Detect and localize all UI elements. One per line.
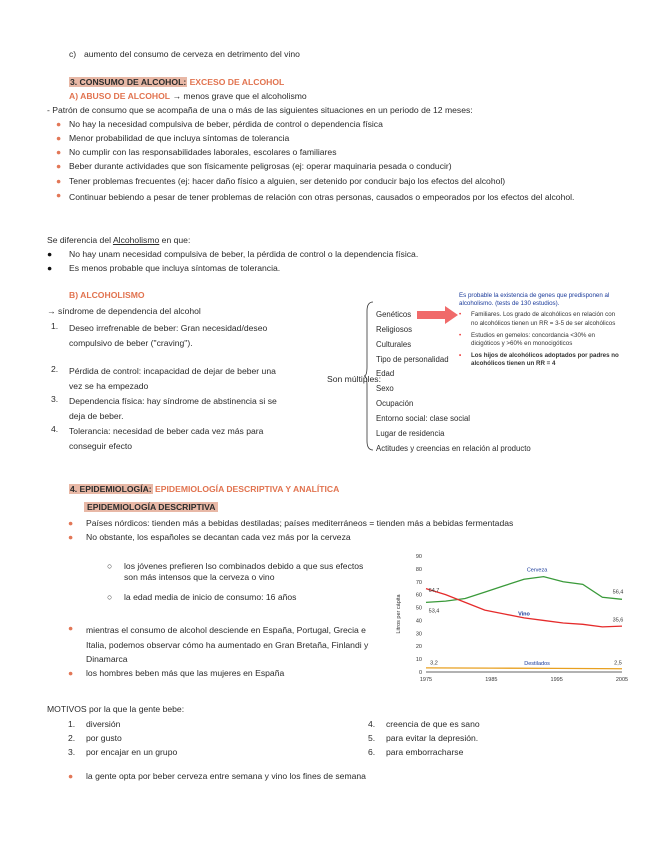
epi-sub-item-2: la edad media de inicio de consumo: 16 años <box>124 592 297 602</box>
bullet-dot: ● <box>68 771 74 781</box>
criteria-text: Dependencia física: hay síndrome de abstinencia si se deja de beber. <box>69 396 277 421</box>
genetics-note-item <box>459 311 619 327</box>
cause-item: Culturales <box>376 340 412 349</box>
y-tick-label: 20 <box>415 644 422 651</box>
motivos-title: MOTIVOS por la que la gente bebe: <box>47 704 185 714</box>
genetics-note-item <box>459 332 619 348</box>
motivo-text: creencia de que es sano <box>386 719 480 729</box>
data-label: 53,4 <box>428 608 440 615</box>
section3-title-highlight: 3. CONSUMO DE ALCOHOL: <box>70 77 187 87</box>
criteria-number: 1. <box>51 321 59 331</box>
criteria-number: 2. <box>51 364 59 374</box>
difference-bullet-item: Es menos probable que incluya síntomas de tolerancia. <box>69 263 281 273</box>
epi-sub-item-1: los jóvenes prefieren lso combinados debido a que sus efectos son más intensos que la cerveza o vino <box>124 561 364 582</box>
cause-item: Edad <box>376 369 395 378</box>
bullet-dot: ● <box>56 161 62 171</box>
y-tick-label: 10 <box>415 657 422 664</box>
subsection-a-title <box>69 91 307 102</box>
y-tick-label: 90 <box>415 554 422 560</box>
motivo-number: 4. <box>368 719 376 729</box>
bullet-dot: ● <box>68 518 74 528</box>
data-label: 3,2 <box>430 660 438 667</box>
motivo-number: 5. <box>368 733 376 743</box>
series-name-label: Vino <box>518 611 530 618</box>
difference-pre: Se diferencia del <box>47 235 113 245</box>
bullet-dot: • <box>459 331 462 339</box>
series-name-label: Destilados <box>524 660 550 667</box>
sub-bullet-circle: ○ <box>107 592 113 602</box>
causes-brace <box>364 301 374 451</box>
subsection-a-heading: A) ABUSO DE ALCOHOL <box>69 91 171 101</box>
criteria-number: 3. <box>51 394 59 404</box>
y-axis-label: Litros per cápita <box>396 594 402 634</box>
y-tick-label: 60 <box>415 592 422 599</box>
subsection-b-definition: → síndrome de dependencia del alcohol <box>47 306 201 316</box>
cause-item: Entorno social: clase social <box>376 414 471 423</box>
bullet-dot: ● <box>56 119 62 129</box>
top-label: c) <box>69 49 77 59</box>
motivos-last: la gente opta por beber cerveza entre semana y vino los fines de semana <box>86 771 366 781</box>
section3-title <box>69 77 284 88</box>
subsection-a-tail: → menos grave que el alcoholismo <box>172 91 307 101</box>
motivo-number: 2. <box>68 733 76 743</box>
bullet-dot: ● <box>56 190 62 200</box>
cause-item: Tipo de personalidad <box>376 355 449 364</box>
motivo-number: 6. <box>368 747 376 757</box>
motivo-text: para emborracharse <box>386 747 464 757</box>
abuse-bullet-item: Continuar bebiendo a pesar de tener problemas de relación con otras personas, causados o empeorados por los efectos del alcohol. <box>69 192 575 202</box>
genetics-note-items <box>459 311 619 368</box>
abuse-bullet-item: Beber durante actividades que son físicamente peligrosas (ej: operar maquinaria pesada o conducir) <box>69 161 452 171</box>
section3-title-tail: EXCESO DE ALCOHOL <box>189 77 285 87</box>
top-text: aumento del consumo de cerveza en detrimento del vino <box>84 49 300 59</box>
y-tick-label: 50 <box>415 605 422 612</box>
abuse-bullet-item: No cumplir con las responsabilidades laborales, escolares o familiares <box>69 147 337 157</box>
y-tick-label: 70 <box>415 579 422 586</box>
y-tick-label: 30 <box>415 631 422 638</box>
x-tick-label: 1975 <box>419 677 433 683</box>
bullet-dot: ● <box>68 668 74 678</box>
subsection-b-title: B) ALCOHOLISMO <box>69 290 145 300</box>
x-tick-label: 1985 <box>485 677 498 683</box>
y-tick-label: 80 <box>415 566 422 573</box>
causes-label: Son múltiples: <box>327 374 381 384</box>
abuse-bullet-item: Tener problemas frecuentes (ej: hacer daño físico a alguien, ser detenido por conducir bajo los efectos del alcohol) <box>69 176 506 186</box>
difference-bullet-item: No hay unam necesidad compulsiva de beber, la pérdida de control o la dependencia física. <box>69 249 419 259</box>
criteria-text: Deseo irrefrenable de beber: Gran necesidad/deseo compulsivo de beber ("craving"). <box>69 323 268 348</box>
motivo-text: por gusto <box>86 733 122 743</box>
cause-item: Ocupación <box>376 399 414 408</box>
descriptive-subtitle-text: EPIDEMIOLOGÍA DESCRIPTIVA <box>84 502 218 512</box>
epi-bullet-3: mientras el consumo de alcohol desciende en España, Portugal, Grecia e Italia, podemos observar cómo ha aumentado en Gran Bretaña, Finlandi y Dinamarca <box>86 625 369 664</box>
difference-post: en que: <box>159 235 191 245</box>
series-line-destilados <box>426 668 622 669</box>
sub-bullet-circle: ○ <box>107 561 113 571</box>
data-label: 56,4 <box>612 589 624 596</box>
data-label: 35,6 <box>612 617 624 624</box>
series-line-vino <box>426 589 622 627</box>
x-tick-label: 1995 <box>550 677 563 683</box>
criteria-text: Pérdida de control: incapacidad de dejar de beber una vez se ha empezado <box>69 366 276 391</box>
section4-title <box>69 484 339 495</box>
bullet-dot: ● <box>47 263 53 273</box>
bullet-dot: ● <box>56 133 62 143</box>
data-label: 2,5 <box>614 660 622 667</box>
motivo-text: diversión <box>86 719 121 729</box>
genetics-note-item <box>459 352 619 368</box>
descriptive-subtitle <box>84 502 218 513</box>
bullet-dot: ● <box>68 623 74 633</box>
motivo-number: 3. <box>68 747 76 757</box>
cause-item: Genéticos <box>376 310 412 319</box>
cause-item: Actitudes y creencias en relación al producto <box>376 444 531 453</box>
cause-item: Religiosos <box>376 325 412 334</box>
series-name-label: Cerveza <box>526 567 548 574</box>
epi-bullet-4: los hombres beben más que las mujeres en España <box>86 668 285 678</box>
cause-item: Lugar de residencia <box>376 429 445 438</box>
cause-item: Sexo <box>376 384 394 393</box>
genetics-note-text: Los hijos de alcohólicos adoptados por padres no alcohólicos tienen un RR = 4 <box>471 352 619 368</box>
bullet-dot: ● <box>56 147 62 157</box>
y-tick-label: 40 <box>415 618 422 625</box>
data-label: 64,7 <box>428 588 440 595</box>
genetics-note-text: Estudios en gemelos: concordancia <30% en dicigóticos y >60% en monocigóticos <box>471 331 596 348</box>
section4-title-tail: EPIDEMIOLOGÍA DESCRIPTIVA Y ANALÍTICA <box>155 484 340 494</box>
bullet-dot: • <box>459 352 462 360</box>
epi-bullet-2: No obstante, los españoles se decantan cada vez más por la cerveza <box>86 532 351 542</box>
section4-title-highlight: 4. EPIDEMIOLOGÍA: <box>70 484 152 494</box>
bullet-dot: ● <box>47 249 53 259</box>
difference-line <box>47 235 190 246</box>
motivo-text: por encajar en un grupo <box>86 747 178 757</box>
bullet-dot: • <box>459 311 462 319</box>
consumption-chart <box>390 548 630 683</box>
genetics-note-box <box>459 292 619 369</box>
motivo-text: para evitar la depresión. <box>386 733 479 743</box>
criteria-number: 4. <box>51 424 59 434</box>
y-tick-label: 0 <box>418 670 422 676</box>
bullet-dot: ● <box>68 532 74 542</box>
genetics-note-text: Familiares. Los grado de alcohólicos en relación con no alcohólicos tienen un RR = 3-5 de ser alcohólicos <box>471 311 616 327</box>
bullet-dot: ● <box>56 176 62 186</box>
x-tick-label: 2005 <box>615 677 629 683</box>
epi-bullet-1: Países nórdicos: tienden más a bebidas destiladas; países mediterráneos = tienden más a bebidas fermentadas <box>86 518 514 528</box>
red-arrow-icon <box>417 306 462 324</box>
abuse-bullet-item: No hay la necesidad compulsiva de beber, pérdida de control o dependencia física <box>69 119 383 129</box>
criteria-text: Tolerancia: necesidad de beber cada vez más para conseguir efecto <box>69 426 264 451</box>
difference-link: Alcoholismo <box>112 235 160 245</box>
motivo-number: 1. <box>68 719 76 729</box>
pattern-text: - Patrón de consumo que se acompaña de una o más de las siguientes situaciones en un periodo de 12 meses: <box>47 105 473 115</box>
genetics-note-title: Es probable la existencia de genes que predisponen al alcoholismo. (tests de 130 estudios). <box>459 292 610 308</box>
abuse-bullet-item: Menor probabilidad de que incluya síntomas de tolerancia <box>69 133 290 143</box>
